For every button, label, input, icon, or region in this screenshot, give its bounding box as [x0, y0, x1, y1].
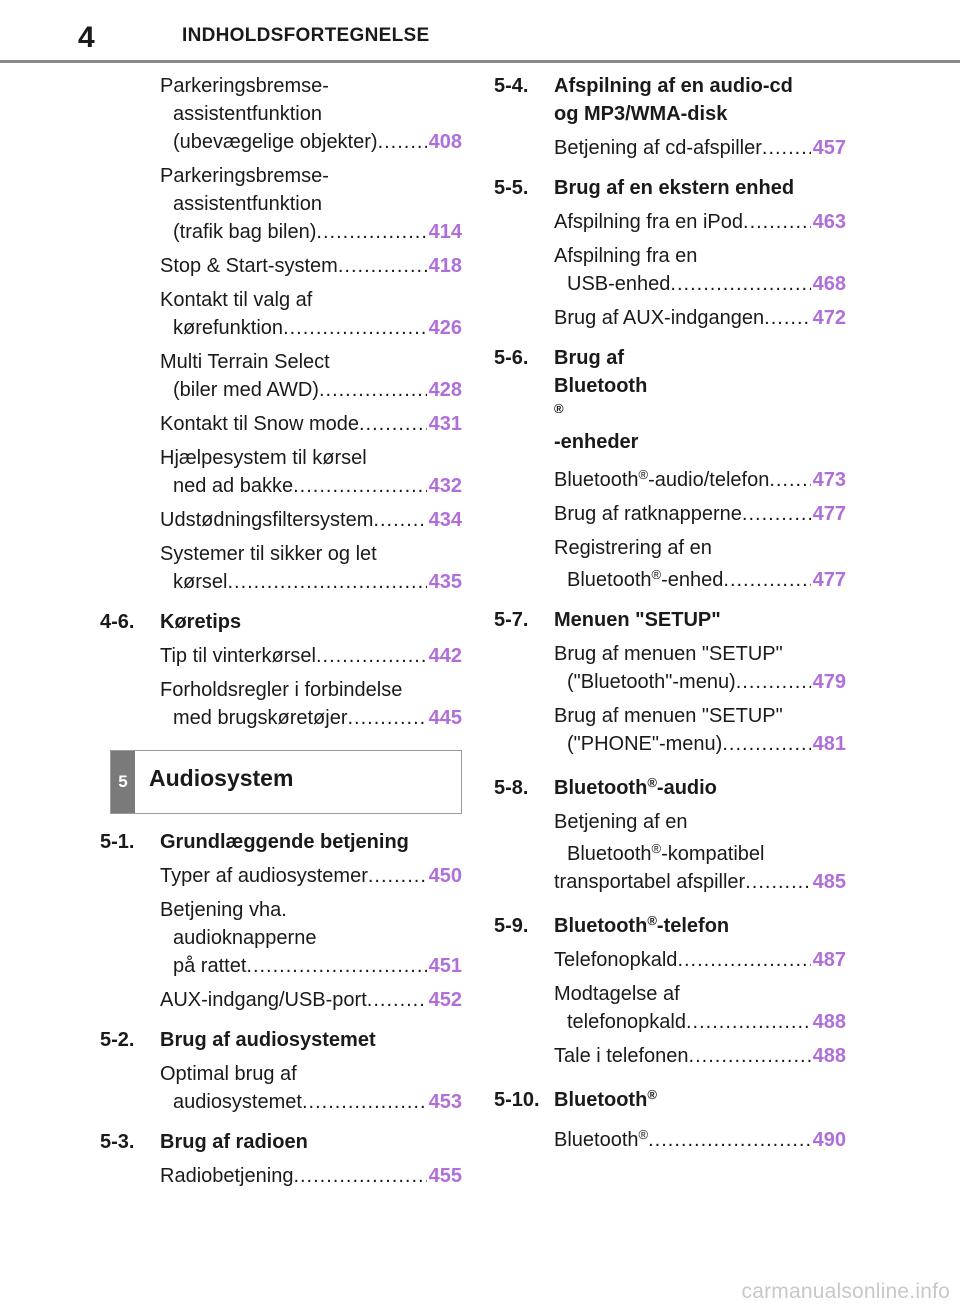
section-heading-5-2: 5-2. Brug af audiosystemet: [100, 1029, 376, 1051]
toc-entry[interactable]: Betjening af en Bluetooth®-kompatibel transportabel afspiller ..... 485: [494, 808, 846, 896]
page-link[interactable]: 426: [428, 317, 462, 339]
watermark: carmanualsonline.info: [741, 1280, 950, 1303]
toc-entry[interactable]: Kontakt til valg af kørefunktion ..... 426: [100, 286, 462, 342]
toc-entry[interactable]: Bluetooth®-audio/telefon ..... 473: [494, 466, 846, 494]
section-heading-5-1: 5-1. Grundlæggende betjening: [100, 831, 409, 853]
toc-left-column: [100, 66, 462, 1190]
toc-entries-group: [100, 642, 462, 732]
page-link[interactable]: 488: [812, 1011, 846, 1033]
toc-entry[interactable]: Betjening af cd-afspiller ..... 457: [494, 134, 846, 162]
page-link[interactable]: 490: [812, 1129, 846, 1151]
page-link[interactable]: 481: [812, 733, 846, 755]
toc-entries-group: [100, 1162, 462, 1190]
page-link[interactable]: 451: [428, 955, 462, 977]
page-link[interactable]: 408: [428, 131, 462, 153]
toc-entry[interactable]: Brug af ratknapperne ..... 477: [494, 500, 846, 528]
page-link[interactable]: 450: [428, 865, 462, 887]
page-link[interactable]: 455: [428, 1165, 462, 1187]
page-link[interactable]: 428: [428, 379, 462, 401]
page-link[interactable]: 418: [428, 255, 462, 277]
toc-entry[interactable]: Brug af menuen "SETUP" ("Bluetooth"-menu) ..... 479: [494, 640, 846, 696]
toc-entry[interactable]: Brug af menuen "SETUP" ("PHONE"-menu) ..... 481: [494, 702, 846, 758]
toc-entry[interactable]: Kontakt til Snow mode ..... 431: [100, 410, 462, 438]
chapter-box: [110, 750, 462, 814]
page-link[interactable]: 485: [812, 871, 846, 893]
toc-entry[interactable]: Parkeringsbremse- assistentfunktion (trafik bag bilen) ..... 414: [100, 162, 462, 246]
toc-entry[interactable]: Telefonopkald ..... 487: [494, 946, 846, 974]
page-title: INDHOLDSFORTEGNELSE: [182, 25, 430, 46]
page-link[interactable]: 445: [428, 707, 462, 729]
toc-entry[interactable]: Betjening vha. audioknapperne på rattet ..... 451: [100, 896, 462, 980]
toc-right-column: [494, 66, 846, 1154]
page-link[interactable]: 479: [812, 671, 846, 693]
page-link[interactable]: 434: [428, 509, 462, 531]
toc-entry[interactable]: Typer af audiosystemer ..... 450: [100, 862, 462, 890]
toc-entry[interactable]: Modtagelse af telefonopkald ..... 488: [494, 980, 846, 1036]
page-link[interactable]: 488: [812, 1045, 846, 1067]
toc-entry[interactable]: AUX-indgang/USB-port ..... 452: [100, 986, 462, 1014]
toc-entry[interactable]: Forholdsregler i forbindelse med brugskøretøjer ..... 445: [100, 676, 462, 732]
page-link[interactable]: 431: [428, 413, 462, 435]
page-link[interactable]: 477: [812, 503, 846, 525]
page-link[interactable]: 468: [812, 273, 846, 295]
page-link[interactable]: 457: [812, 137, 846, 159]
header-divider: [0, 60, 960, 63]
toc-entries-group: [100, 1060, 462, 1116]
chapter-number-tab: 5: [111, 751, 135, 813]
page-link[interactable]: 463: [812, 211, 846, 233]
toc-entry[interactable]: Bluetooth® ..... 490: [494, 1126, 846, 1154]
section-heading-5-6: 5-6. Brug af Bluetooth ® -enheder: [494, 347, 648, 453]
toc-entry[interactable]: Stop & Start-system ..... 418: [100, 252, 462, 280]
section-heading-5-10: 5-10. Bluetooth®: [494, 1087, 657, 1111]
toc-entry[interactable]: Afspilning fra en iPod ..... 463: [494, 208, 846, 236]
toc-entry[interactable]: Optimal brug af audiosystemet ..... 453: [100, 1060, 462, 1116]
page-link[interactable]: 473: [812, 469, 846, 491]
toc-entry[interactable]: Udstødningsfiltersystem ..... 434: [100, 506, 462, 534]
section-heading-5-5: 5-5. Brug af en ekstern enhed: [494, 177, 795, 199]
section-heading-5-3: 5-3. Brug af radioen: [100, 1131, 308, 1153]
page-link[interactable]: 453: [428, 1091, 462, 1113]
section-heading-5-9: 5-9. Bluetooth®-telefon: [494, 913, 730, 937]
toc-entry[interactable]: Tale i telefonen ..... 488: [494, 1042, 846, 1070]
page-link[interactable]: 432: [428, 475, 462, 497]
page-link[interactable]: 414: [428, 221, 462, 243]
section-heading-5-8: 5-8. Bluetooth®-audio: [494, 775, 717, 799]
toc-entry[interactable]: Radiobetjening ..... 455: [100, 1162, 462, 1190]
section-heading-4-6: 4-6. Køretips: [100, 611, 242, 633]
section-heading-5-7: 5-7. Menuen "SETUP": [494, 609, 721, 631]
chapter-title: Audiosystem: [149, 765, 294, 791]
toc-entry[interactable]: Brug af AUX-indgangen ..... 472: [494, 304, 846, 332]
toc-entry[interactable]: Multi Terrain Select (biler med AWD) ..... 428: [100, 348, 462, 404]
page-link[interactable]: 487: [812, 949, 846, 971]
page-link[interactable]: 472: [812, 307, 846, 329]
section-heading-5-4: 5-4. Afspilning af en audio-cd og MP3/WMA-disk: [494, 75, 793, 125]
toc-entries-group: [100, 72, 462, 596]
page-link[interactable]: 435: [428, 571, 462, 593]
toc-entry[interactable]: Parkeringsbremse- assistentfunktion (ubevægelige objekter) ..... 408: [100, 72, 462, 156]
page-link[interactable]: 477: [812, 569, 846, 591]
toc-entry[interactable]: Hjælpesystem til kørsel ned ad bakke ..... 432: [100, 444, 462, 500]
page-link[interactable]: 452: [428, 989, 462, 1011]
toc-entry[interactable]: Systemer til sikker og let kørsel ..... 435: [100, 540, 462, 596]
page-link[interactable]: 442: [428, 645, 462, 667]
page-number: 4: [78, 21, 95, 54]
toc-entries-group: [100, 862, 462, 1014]
page-header: [0, 0, 960, 66]
toc-entry[interactable]: Afspilning fra en USB-enhed ..... 468: [494, 242, 846, 298]
toc-entry[interactable]: Tip til vinterkørsel ..... 442: [100, 642, 462, 670]
toc-entry[interactable]: Registrering af en Bluetooth®-enhed ..... 477: [494, 534, 846, 594]
